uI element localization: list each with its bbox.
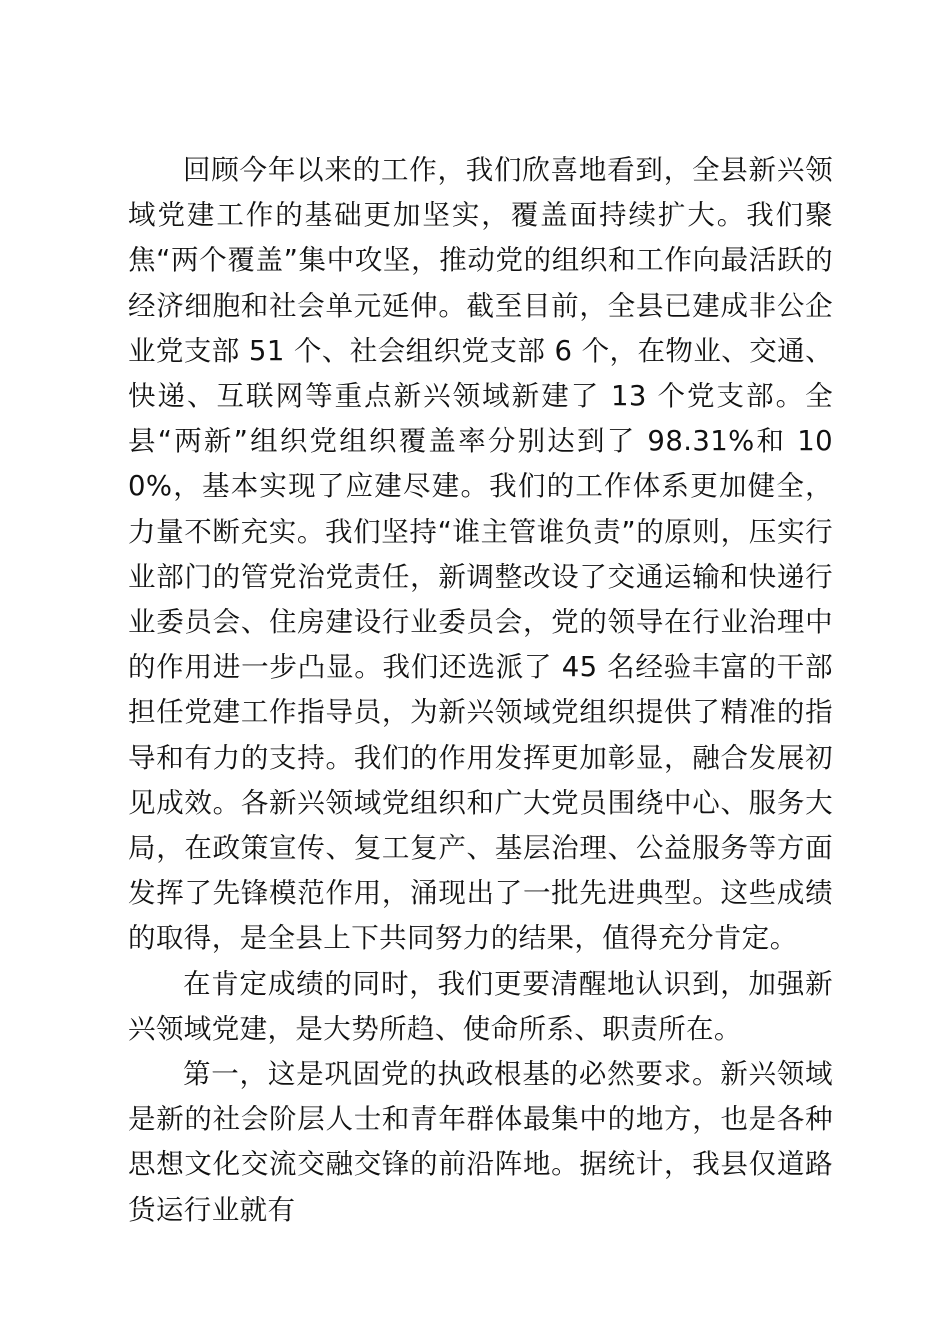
paragraph-3: 第一，这是巩固党的执政根基的必然要求。新兴领域是新的社会阶层人士和青年群体最集中的地方，也是各种思想文化交流交融交锋的前沿阵地。据统计，我县仅道路货运行业就有 <box>128 1058 833 1226</box>
document-body <box>128 148 833 1233</box>
paragraph-1: 回顾今年以来的工作，我们欣喜地看到，全县新兴领域党建工作的基础更加坚实，覆盖面持续扩大。我们聚焦“两个覆盖”集中攻坚，推动党的组织和工作向最活跃的经济细胞和社会单元延伸。截至目前，全县已建成非公企业党支部 51 个、社会组织党支部 6 个，在物业、交通、快递、互联网等重点新兴领域新建了 13 个党支部。全县“两新”组织党组织覆盖率分别达到了 98.31%和 100%，基本实现了应建尽建。我们的工作体系更加健全，力量不断充实。我们坚持“谁主管谁负责”的原则，压实行业部门的管党治党责任，新调整改设了交通运输和快递行业委员会、住房建设行业委员会，党的领导在行业治理中的作用进一步凸显。我们还选派了 45 名经验丰富的干部担任党建工作指导员，为新兴领域党组织提供了精准的指导和有力的支持。我们的作用发挥更加彰显，融合发展初见成效。各新兴领域党组织和广大党员围绕中心、服务大局，在政策宣传、复工复产、基层治理、公益服务等方面发挥了先锋模范作用，涌现出了一批先进典型。这些成绩的取得，是全县上下共同努力的结果，值得充分肯定。 <box>128 154 833 955</box>
paragraph-2: 在肯定成绩的同时，我们更要清醒地认识到，加强新兴领域党建，是大势所趋、使命所系、职责所在。 <box>128 967 833 1045</box>
